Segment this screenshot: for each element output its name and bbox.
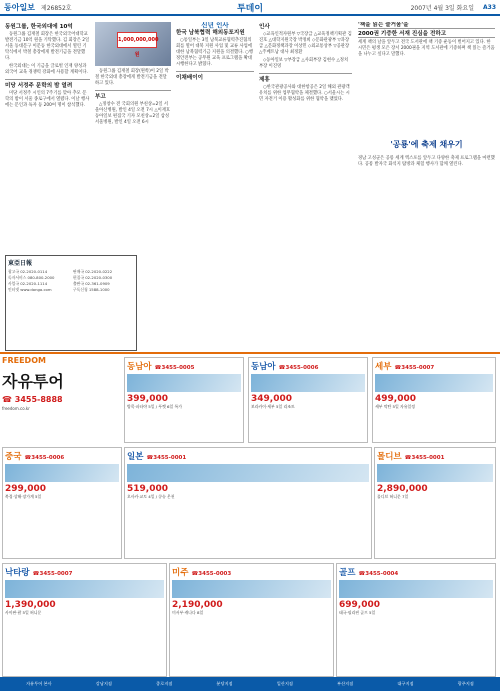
tile-deal: 방콕·파타야 5일 / 푸껫 6일 특가	[127, 404, 183, 409]
newspaper-logo: 동아일보	[4, 2, 35, 12]
destination-photo	[5, 580, 164, 598]
tile-price: 499,000	[375, 394, 416, 404]
directory-row: 광고국 02-2020-0114	[8, 269, 48, 274]
tile-price: 2,890,000	[377, 484, 428, 494]
destination-photo	[377, 464, 493, 482]
destination-name: 동남아	[127, 362, 152, 372]
travel-tile	[372, 357, 496, 443]
tile-deal: 북경·상해·장가계 5일	[5, 494, 42, 499]
travel-tile	[124, 357, 244, 443]
tile-phone: ☎3455-0007	[394, 365, 435, 371]
destination-name: 동남아	[251, 362, 276, 372]
directory-title: 東亞日報	[8, 260, 33, 267]
tile-phone: ☎3455-0004	[358, 571, 399, 577]
ad-title: 이채배이이	[176, 75, 204, 81]
branch-name: 일산지점	[276, 681, 293, 686]
branch-name: 강남지점	[95, 681, 112, 686]
freedom-tour-block	[2, 356, 122, 444]
destination-name: 골프	[339, 568, 356, 578]
tile-deal: 세부 막탄 5일 자유일정	[375, 404, 416, 409]
obituary-heading: 부고	[95, 94, 106, 100]
branch-name: 종로지점	[156, 681, 173, 686]
personnel-body: ◇교육인적자원부 ▽국장급 △교육정책기획관 김진호 △대학지원국장 박정희 ◇문화관광부 ▽과장급 △문화정책과장 이상민 ◇외교통상부 ▽공관장 △주베트남 대사 최정환	[259, 32, 352, 55]
directory-row: 판매국 02-2020-0222	[73, 269, 113, 274]
destination-name: 중국	[5, 452, 22, 462]
directory-row: 구독신청 1588-1000	[73, 287, 110, 292]
tile-phone: ☎3455-0006	[24, 455, 65, 461]
destination-name: 미주	[172, 568, 189, 578]
obituary-body: △정창수 전 국회의원 부친상=2일 서울아산병원, 발인 4일 오전 7시 △이재호 동아일보 편집국 기자 모친상=2일 삼성서울병원, 발인 4일 오전 6시	[95, 102, 171, 125]
company-web: freedom.co.kr	[2, 406, 30, 411]
column-4	[259, 22, 352, 254]
column-1	[5, 22, 90, 254]
directory-row: 인터넷 www.donga.com	[8, 287, 52, 292]
destination-photo	[251, 374, 365, 392]
partnership-body: ○한국관광공사와 대한항공은 2일 해외 관광객 유치를 위한 업무협약을 체결했다. ○서울시는 시민 자전거 이용 활성화를 위한 협약을 맺었다.	[259, 85, 350, 102]
destination-name: 몰디브	[377, 452, 402, 462]
branch-name: 광주지점	[457, 681, 474, 686]
company-name: 자유투어	[2, 372, 64, 391]
travel-tile	[248, 357, 368, 443]
tile-phone: ☎3455-0007	[32, 571, 73, 577]
article-heading: 미당 서정주 문학의 밤 열려	[5, 83, 73, 89]
column-3	[176, 22, 254, 254]
tile-phone: ☎3455-0005	[154, 365, 195, 371]
directory-row: 출판국 02-361-0909	[73, 281, 110, 286]
feature-body: 세계 책의 날을 앞두고 전국 도서관에 책 기증 운동이 벌어지고 있다. 한 시민은 평생 모은 장서 2000권을 지역 도서관에 기증하며 책 읽는 즐거움을 나누고 싶다고 말했다.	[358, 40, 495, 57]
article-body: 동원그룹 김재철 회장은 한국외국어대학교 발전기금 10억 원을 기탁했다. 김 회장은 2일 서울 동대문구 이문동 한국외대에서 열린 기탁식에서 박철 총장에게 발전기금을 전달했다.	[5, 32, 90, 61]
tile-price: 519,000	[127, 484, 168, 494]
directory-list	[8, 269, 134, 292]
column-label: 신년 인사	[201, 22, 229, 29]
destination-photo	[339, 580, 493, 598]
travel-ad	[0, 352, 500, 691]
tile-deal: 사이판·괌 5일 허니문	[5, 610, 42, 615]
travel-tile	[2, 447, 122, 559]
tile-deal: 태국·필리핀 골프 5일	[339, 610, 376, 615]
tile-price: 399,000	[127, 394, 168, 404]
article-body: 한국외대는 이 기금을 글로벌 인재 양성과 외국어 교육 경쟁력 강화에 사용할 계획이다.	[5, 64, 88, 75]
personnel-heading: 인사	[259, 24, 270, 30]
news-photo	[95, 22, 171, 66]
destination-photo	[127, 464, 369, 482]
tile-price: 699,000	[339, 600, 380, 610]
tile-deal: 오사카·교토 4일 / 큐슈 온천	[127, 494, 175, 499]
article-heading: 동원그룹, 한국외대에 10억	[5, 24, 73, 30]
directory-box	[5, 255, 137, 351]
newspaper-header	[0, 0, 500, 16]
page-number: A33	[483, 3, 496, 11]
travel-tile	[374, 447, 496, 559]
directory-row: 독자서비스 080-800-2000	[8, 275, 55, 280]
feature-body: 경남 고성군은 공룡 세계 엑스포를 앞두고 다양한 축제 프로그램을 마련했다. 공룡 발자국 화석지 탐방과 체험 행사가 함께 열린다.	[358, 156, 495, 167]
destination-photo	[5, 464, 119, 482]
tile-phone: ☎3455-0001	[404, 455, 445, 461]
directory-row: 편집국 02-2020-0300	[73, 275, 113, 280]
tile-deal: 몰디브 허니문 7일	[377, 494, 409, 499]
tile-price: 2,190,000	[172, 600, 223, 610]
destination-photo	[172, 580, 331, 598]
tile-deal: 보라카이·세부 5일 리조트	[251, 404, 295, 409]
directory-row: 사업국 02-2020-1114	[8, 281, 48, 286]
personnel-body: ◇동아일보 ▽부장급 △사회부장 김현수 △정치부장 이진영	[259, 58, 349, 69]
issue-number: 제26852호	[40, 4, 72, 12]
feature-title: '공룡'에 축제 채우기	[390, 140, 463, 149]
travel-tile	[336, 563, 496, 677]
article-heading: 한국 남북협력 해외동포지원	[176, 30, 245, 36]
tile-phone: ☎3455-0003	[191, 571, 232, 577]
travel-tile	[169, 563, 334, 677]
destination-photo	[375, 374, 493, 392]
destination-photo	[127, 374, 241, 392]
tile-phone: ☎3455-0006	[278, 365, 319, 371]
article-body: 미당 서정주 시인의 7주기를 맞아 추모 문학의 밤이 서울 종로구에서 열렸다. 이날 행사에는 문인과 독자 등 200여 명이 참석했다.	[5, 91, 90, 108]
partnership-heading: 제휴	[259, 77, 270, 83]
column-2	[95, 22, 171, 254]
article-body: ○통일부는 3일 남북교류협력추진협의회를 열어 대북 지원 사업 및 교류 사업에 대한 남북협력기금 지원을 의결했다. ○행정안전부는 공무원 교육 프로그램을 확대 시행한다고 밝혔다.	[176, 38, 253, 67]
donation-check: 1,000,000,000원	[117, 32, 157, 48]
branch-name: 대구지점	[397, 681, 414, 686]
branch-footer	[0, 677, 500, 691]
branch-name: 부산지점	[337, 681, 354, 686]
tile-price: 299,000	[5, 484, 46, 494]
tile-phone: ☎3455-0001	[146, 455, 187, 461]
branch-name: 자유투어 본사	[26, 681, 52, 686]
tile-price: 1,390,000	[5, 600, 56, 610]
section-title: 투데이	[236, 3, 264, 14]
tile-price: 349,000	[251, 394, 292, 404]
photo-caption: 동원그룹 김재철 회장(왼쪽)이 2일 박철 한국외대 총장에게 발전기금을 전달하고 있다.	[95, 69, 169, 86]
destination-name: 낙타랑	[5, 568, 30, 578]
company-phone: ☎ 3455-8888	[2, 395, 63, 404]
tile-deal: 미서부·캐나다 8일	[172, 610, 204, 615]
feature-heading: 2000권 기증한 서재 진심을 전하고	[358, 31, 495, 38]
feature-heading: '책을 읽는 즐거움'을	[358, 22, 495, 29]
destination-name: 일본	[127, 452, 144, 462]
travel-tile	[2, 563, 167, 677]
issue-date: 2007년 4월 3일 화요일	[410, 4, 474, 12]
travel-tile	[124, 447, 372, 559]
branch-name: 분당지점	[216, 681, 233, 686]
brand-logo: FREEDOM	[2, 356, 46, 365]
feature-column	[358, 22, 495, 262]
destination-name: 세부	[375, 362, 392, 372]
